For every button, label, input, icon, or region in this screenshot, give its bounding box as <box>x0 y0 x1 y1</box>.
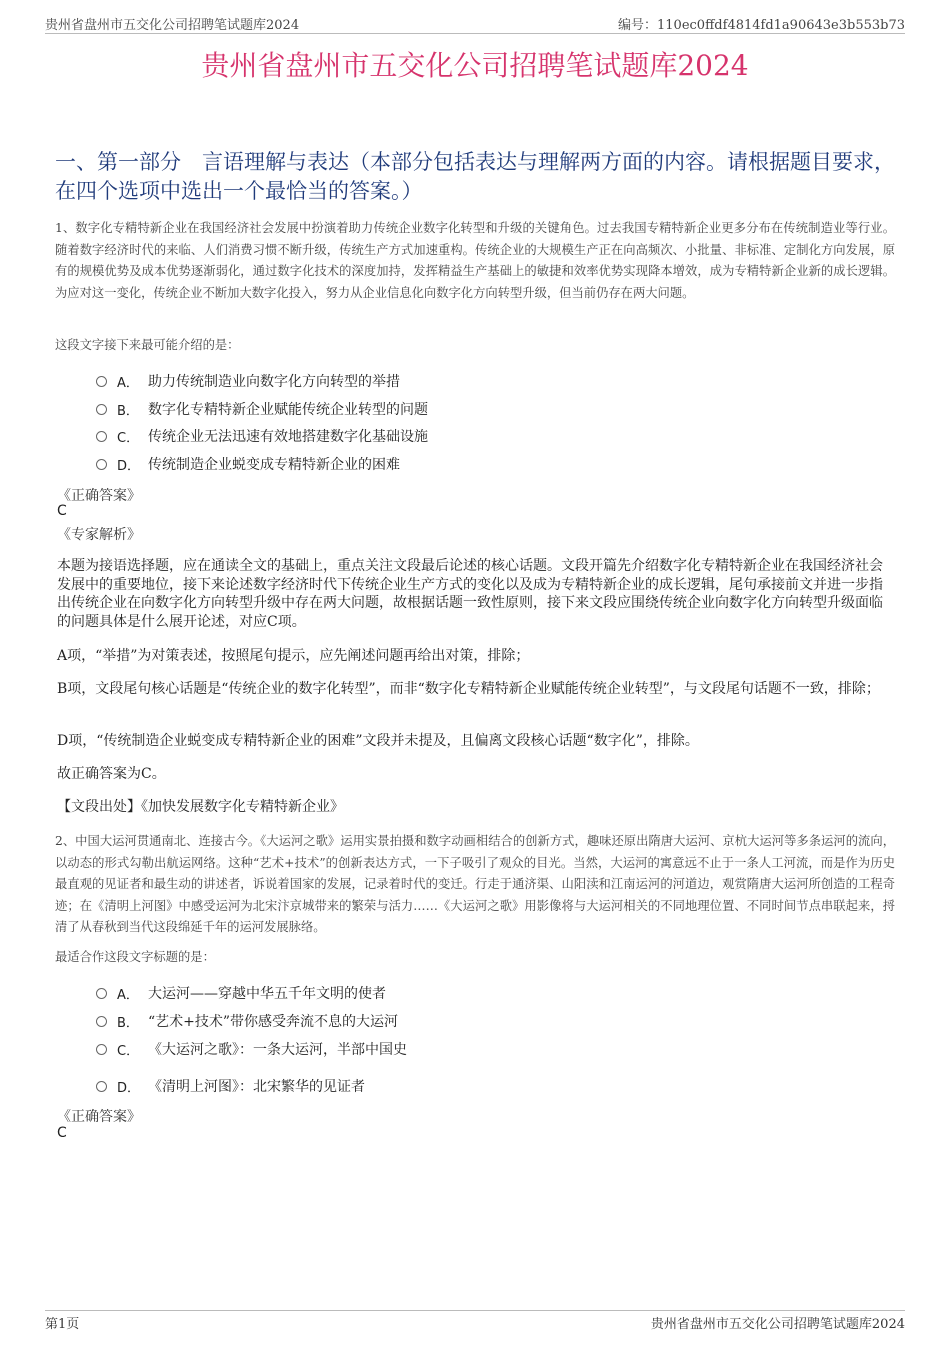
section-heading: 一、第一部分 言语理解与表达（本部分包括表达与理解两方面的内容。请根据题目要求，在四个选项中选出一个最恰当的答案。） <box>55 150 895 203</box>
question-1-option-a[interactable] <box>96 371 400 391</box>
question-2-prompt: 最适合作这段文字标题的是： <box>55 950 215 964</box>
option-letter: A． <box>117 987 139 1003</box>
question-2-answer: C <box>57 1125 67 1141</box>
option-text: 传统制造企业蜕变成专精特新企业的困难 <box>148 457 400 473</box>
header-left: 贵州省盘州市五交化公司招聘笔试题库2024 <box>45 18 300 33</box>
question-1-option-d[interactable] <box>96 454 400 474</box>
question-1-analysis-label: 《专家解析》 <box>57 527 141 543</box>
option-text: 《大运河之歌》：一条大运河，半部中国史 <box>148 1042 407 1058</box>
footer-divider <box>45 1310 905 1311</box>
radio-icon[interactable] <box>96 459 107 470</box>
question-2-option-d[interactable] <box>96 1076 365 1096</box>
page-number: 第1页 <box>45 1317 80 1332</box>
question-1-answer-label: 《正确答案》 <box>57 488 141 504</box>
header-divider <box>45 33 905 34</box>
question-1-option-c[interactable] <box>96 426 428 446</box>
radio-icon[interactable] <box>96 431 107 442</box>
option-letter: B． <box>117 1015 139 1031</box>
question-2-option-b[interactable] <box>96 1011 398 1031</box>
question-2-answer-label: 《正确答案》 <box>57 1109 141 1125</box>
question-1-prompt: 这段文字接下来最可能介绍的是： <box>55 338 240 352</box>
radio-icon[interactable] <box>96 988 107 999</box>
option-letter: D． <box>117 1080 141 1096</box>
analysis-paragraph: 故正确答案为C。 <box>57 766 166 782</box>
option-text: “艺术+技术”带你感受奔流不息的大运河 <box>148 1014 399 1030</box>
radio-icon[interactable] <box>96 1044 107 1055</box>
question-2-option-a[interactable] <box>96 983 386 1003</box>
question-2-stem: 2、中国大运河贯通南北、连接古今。《大运河之歌》运用实景拍摄和数字动画相结合的创新方式，趣味还原出隋唐大运河、京杭大运河等多条运河的流向，以动态的形式勾勒出航运网络。这种“艺术+技术”的创新表达方式，一下子吸引了观众的目光。当然，大运河的寓意远不止于一条人工河流，而是作为历史最直观的见证者和最生动的讲述者，诉说着国家的发展，记录着时代的变迁。行走于通济渠、山阳渎和江南运河的河道边，观赏隋唐大运河所创造的工程奇迹；在《清明上河图》中感受运河为北宋汴京城带来的繁荣与活力……《大运河之歌》用影像将与大运河相关的不同地理位置、不同时间节点串联起来，捋清了从春秋到当代这段绵延千年的运河发展脉络。 <box>55 834 895 934</box>
analysis-paragraph: 本题为接语选择题，应在通读全文的基础上，重点关注文段最后论述的核心话题。文段开篇先介绍数字化专精特新企业在我国经济社会发展中的重要地位，接下来论述数字经济时代下传统企业生产方式的变化以及成为专精特新企业的成长逻辑，尾句承接前文并进一步指出传统企业在向数字化方向转型升级中存在两大问题，故根据话题一致性原则，接下来文段应围绕传统企业向数字化方向转型升级面临的问题具体是什么展开论述，对应C项。 <box>57 558 883 630</box>
question-2-option-c[interactable] <box>96 1039 407 1059</box>
option-text: 数字化专精特新企业赋能传统企业转型的问题 <box>148 402 428 418</box>
analysis-paragraph: B项，文段尾句核心话题是“传统企业的数字化转型”，而非“数字化专精特新企业赋能传统企业转型”，与文段尾句话题不一致，排除； <box>57 681 880 697</box>
document-title: 贵州省盘州市五交化公司招聘笔试题库2024 <box>201 49 749 82</box>
question-1-stem: 1、数字化专精特新企业在我国经济社会发展中扮演着助力传统企业数字化转型和升级的关键角色。过去我国专精特新企业更多分布在传统制造业等行业。随着数字经济时代的来临、人们消费习惯不断升级，传统生产方式加速重构。传统企业的大规模生产正在向高频次、小批量、非标准、定制化方向发展，原有的规模优势及成本优势逐渐弱化，通过数字化技术的深度加持，发挥精益生产基础上的敏捷和效率优势实现降本增效，成为专精特新企业新的成长逻辑。为应对这一变化，传统企业不断加大数字化投入，努力从企业信息化向数字化方向转型升级，但当前仍存在两大问题。 <box>55 221 895 300</box>
radio-icon[interactable] <box>96 1081 107 1092</box>
radio-icon[interactable] <box>96 1016 107 1027</box>
option-letter: D． <box>117 458 141 474</box>
option-text: 大运河——穿越中华五千年文明的使者 <box>148 986 386 1002</box>
header-right: 编号：110ec0ffdf4814fd1a90643e3b553b73 <box>618 18 905 33</box>
option-letter: A． <box>117 375 139 391</box>
analysis-paragraph: D项，“传统制造企业蜕变成专精特新企业的困难”文段并未提及，且偏离文段核心话题“数字化”，排除。 <box>57 733 699 749</box>
analysis-source: 【文段出处】《加快发展数字化专精特新企业》 <box>57 799 344 815</box>
option-letter: B． <box>117 403 139 419</box>
radio-icon[interactable] <box>96 404 107 415</box>
question-1-answer: C <box>57 503 67 519</box>
option-text: 《清明上河图》：北宋繁华的见证者 <box>148 1079 365 1095</box>
option-letter: C． <box>117 1043 140 1059</box>
option-letter: C． <box>117 430 140 446</box>
radio-icon[interactable] <box>96 376 107 387</box>
option-text: 助力传统制造业向数字化方向转型的举措 <box>148 374 400 390</box>
footer-title: 贵州省盘州市五交化公司招聘笔试题库2024 <box>650 1317 905 1332</box>
question-1-option-b[interactable] <box>96 399 428 419</box>
analysis-paragraph: A项，“举措”为对策表述，按照尾句提示，应先阐述问题再给出对策，排除； <box>57 648 530 664</box>
option-text: 传统企业无法迅速有效地搭建数字化基础设施 <box>148 429 428 445</box>
